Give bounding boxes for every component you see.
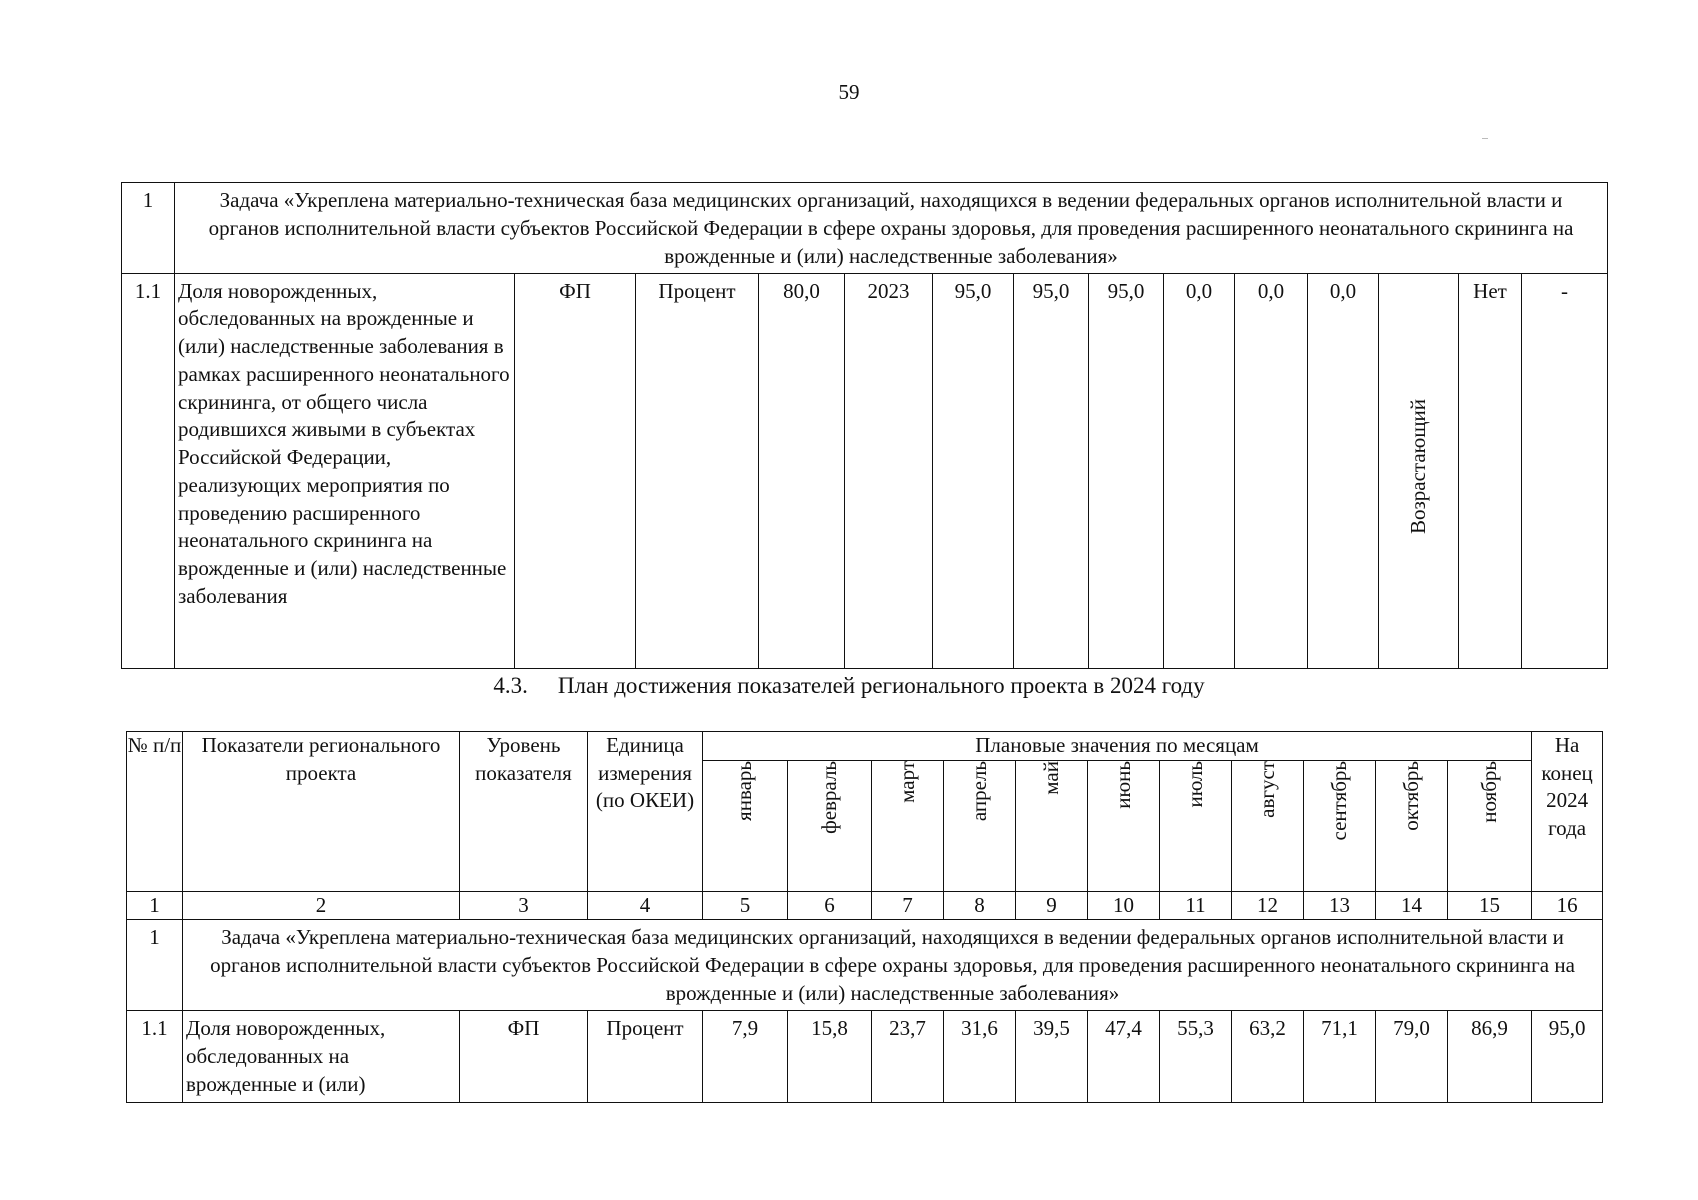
col-number: 11 (1160, 891, 1232, 920)
task-number: 1 (122, 183, 175, 274)
col-number: 6 (788, 891, 872, 920)
month-label: февраль (816, 760, 841, 834)
end-of-year-value: 95,0 (1532, 1011, 1603, 1103)
month-label: январь (732, 760, 757, 821)
col-number: 14 (1376, 891, 1448, 920)
month-label: май (1038, 760, 1063, 795)
month-value: 55,3 (1160, 1011, 1232, 1103)
indicators-table-continued (121, 182, 1608, 669)
cumulative-cell: Нет (1459, 273, 1522, 668)
base-value: 80,0 (759, 273, 845, 668)
value-cell: 95,0 (1014, 273, 1089, 668)
value-cell: 0,0 (1164, 273, 1235, 668)
table-row (122, 273, 1608, 668)
section-caption (0, 673, 1698, 699)
value-cell: 0,0 (1308, 273, 1379, 668)
col-number: 2 (183, 891, 460, 920)
month-value: 31,6 (944, 1011, 1016, 1103)
month-value: 63,2 (1232, 1011, 1304, 1103)
value-cell: 0,0 (1235, 273, 1308, 668)
base-year: 2023 (845, 273, 933, 668)
row-number: 1.1 (122, 273, 175, 668)
header-end-of-year: На конец 2024 года (1532, 732, 1603, 892)
page-number: 59 (838, 80, 860, 104)
col-number: 12 (1232, 891, 1304, 920)
month-january (703, 760, 788, 891)
month-july (1160, 760, 1232, 891)
task-row (127, 920, 1603, 1011)
indicator-level: ФП (460, 1011, 588, 1103)
header-indicators: Показатели регионального проекта (183, 732, 460, 892)
month-april (944, 760, 1016, 891)
month-value: 15,8 (788, 1011, 872, 1103)
header-monthly: Плановые значения по месяцам (703, 732, 1532, 761)
col-number: 4 (588, 891, 703, 920)
section-title: План достижения показателей регионального проекта в 2024 году (557, 673, 1205, 698)
task-row (122, 183, 1608, 274)
indicator-name: Доля новорожденных, обследованных на врожденные и (или) (183, 1011, 460, 1103)
table-row (127, 1011, 1603, 1103)
month-value: 79,0 (1376, 1011, 1448, 1103)
month-june (1088, 760, 1160, 891)
month-label: сентябрь (1326, 760, 1351, 841)
month-label: июнь (1110, 760, 1135, 809)
month-label: июль (1182, 760, 1207, 808)
month-value: 7,9 (703, 1011, 788, 1103)
col-number: 15 (1448, 891, 1532, 920)
month-may (1016, 760, 1088, 891)
indicator-level: ФП (515, 273, 636, 668)
month-label: октябрь (1398, 760, 1423, 831)
month-value: 86,9 (1448, 1011, 1532, 1103)
col-number: 9 (1016, 891, 1088, 920)
trend-cell (1379, 273, 1459, 668)
unit: Процент (588, 1011, 703, 1103)
month-october (1376, 760, 1448, 891)
task-number: 1 (127, 920, 183, 1011)
header-num: № п/п (127, 732, 183, 892)
col-number: 8 (944, 891, 1016, 920)
month-label: август (1254, 760, 1279, 818)
month-november (1448, 760, 1532, 891)
month-label: ноябрь (1476, 760, 1501, 823)
month-label: март (894, 760, 919, 803)
column-numbers-row (127, 891, 1603, 920)
header-row (127, 732, 1603, 761)
scan-mark (1482, 138, 1488, 139)
col-number: 13 (1304, 891, 1376, 920)
month-march (872, 760, 944, 891)
col-number: 1 (127, 891, 183, 920)
month-value: 39,5 (1016, 1011, 1088, 1103)
header-unit: Единица измерения (по ОКЕИ) (588, 732, 703, 892)
col-number: 7 (872, 891, 944, 920)
value-cell: 95,0 (1089, 273, 1164, 668)
header-level: Уровень показателя (460, 732, 588, 892)
value-cell: 95,0 (933, 273, 1014, 668)
monthly-plan-table (126, 731, 1603, 1103)
task-text: Задача «Укреплена материально-техническая база медицинских организаций, находящихся в ведении федеральных органов исполнительной власти и органов исполнительной власти субъектов Российской Федерации в сфере охраны здоровья, для проведения расширенного неонатального скрининга на врожденные и (или) наследственные заболевания» (175, 183, 1608, 274)
last-cell: - (1522, 273, 1608, 668)
month-value: 23,7 (872, 1011, 944, 1103)
month-august (1232, 760, 1304, 891)
section-number: 4.3. (493, 673, 528, 698)
col-number: 5 (703, 891, 788, 920)
month-label: апрель (966, 760, 991, 821)
col-number: 10 (1088, 891, 1160, 920)
col-number: 3 (460, 891, 588, 920)
task-text: Задача «Укреплена материально-техническая база медицинских организаций, находящихся в ведении федеральных органов исполнительной власти и органов исполнительной власти субъектов Российской Федерации в сфере охраны здоровья, для проведения расширенного неонатального скрининга на врожденные и (или) наследственные заболевания» (183, 920, 1603, 1011)
row-number: 1.1 (127, 1011, 183, 1103)
month-september (1304, 760, 1376, 891)
unit: Процент (636, 273, 759, 668)
month-value: 47,4 (1088, 1011, 1160, 1103)
month-value: 71,1 (1304, 1011, 1376, 1103)
month-february (788, 760, 872, 891)
col-number: 16 (1532, 891, 1603, 920)
indicator-name: Доля новорожденных, обследованных на врожденные и (или) наследственные заболевания в рамках расширенного неонатального скрининга, от общего числа родившихся живыми в субъектах Российской Федерации, реализующих мероприятия по проведению расширенного неонатального скрининга на врожденные и (или) наследственные заболевания (175, 273, 515, 668)
trend-text: Возрастающий (1405, 399, 1430, 535)
